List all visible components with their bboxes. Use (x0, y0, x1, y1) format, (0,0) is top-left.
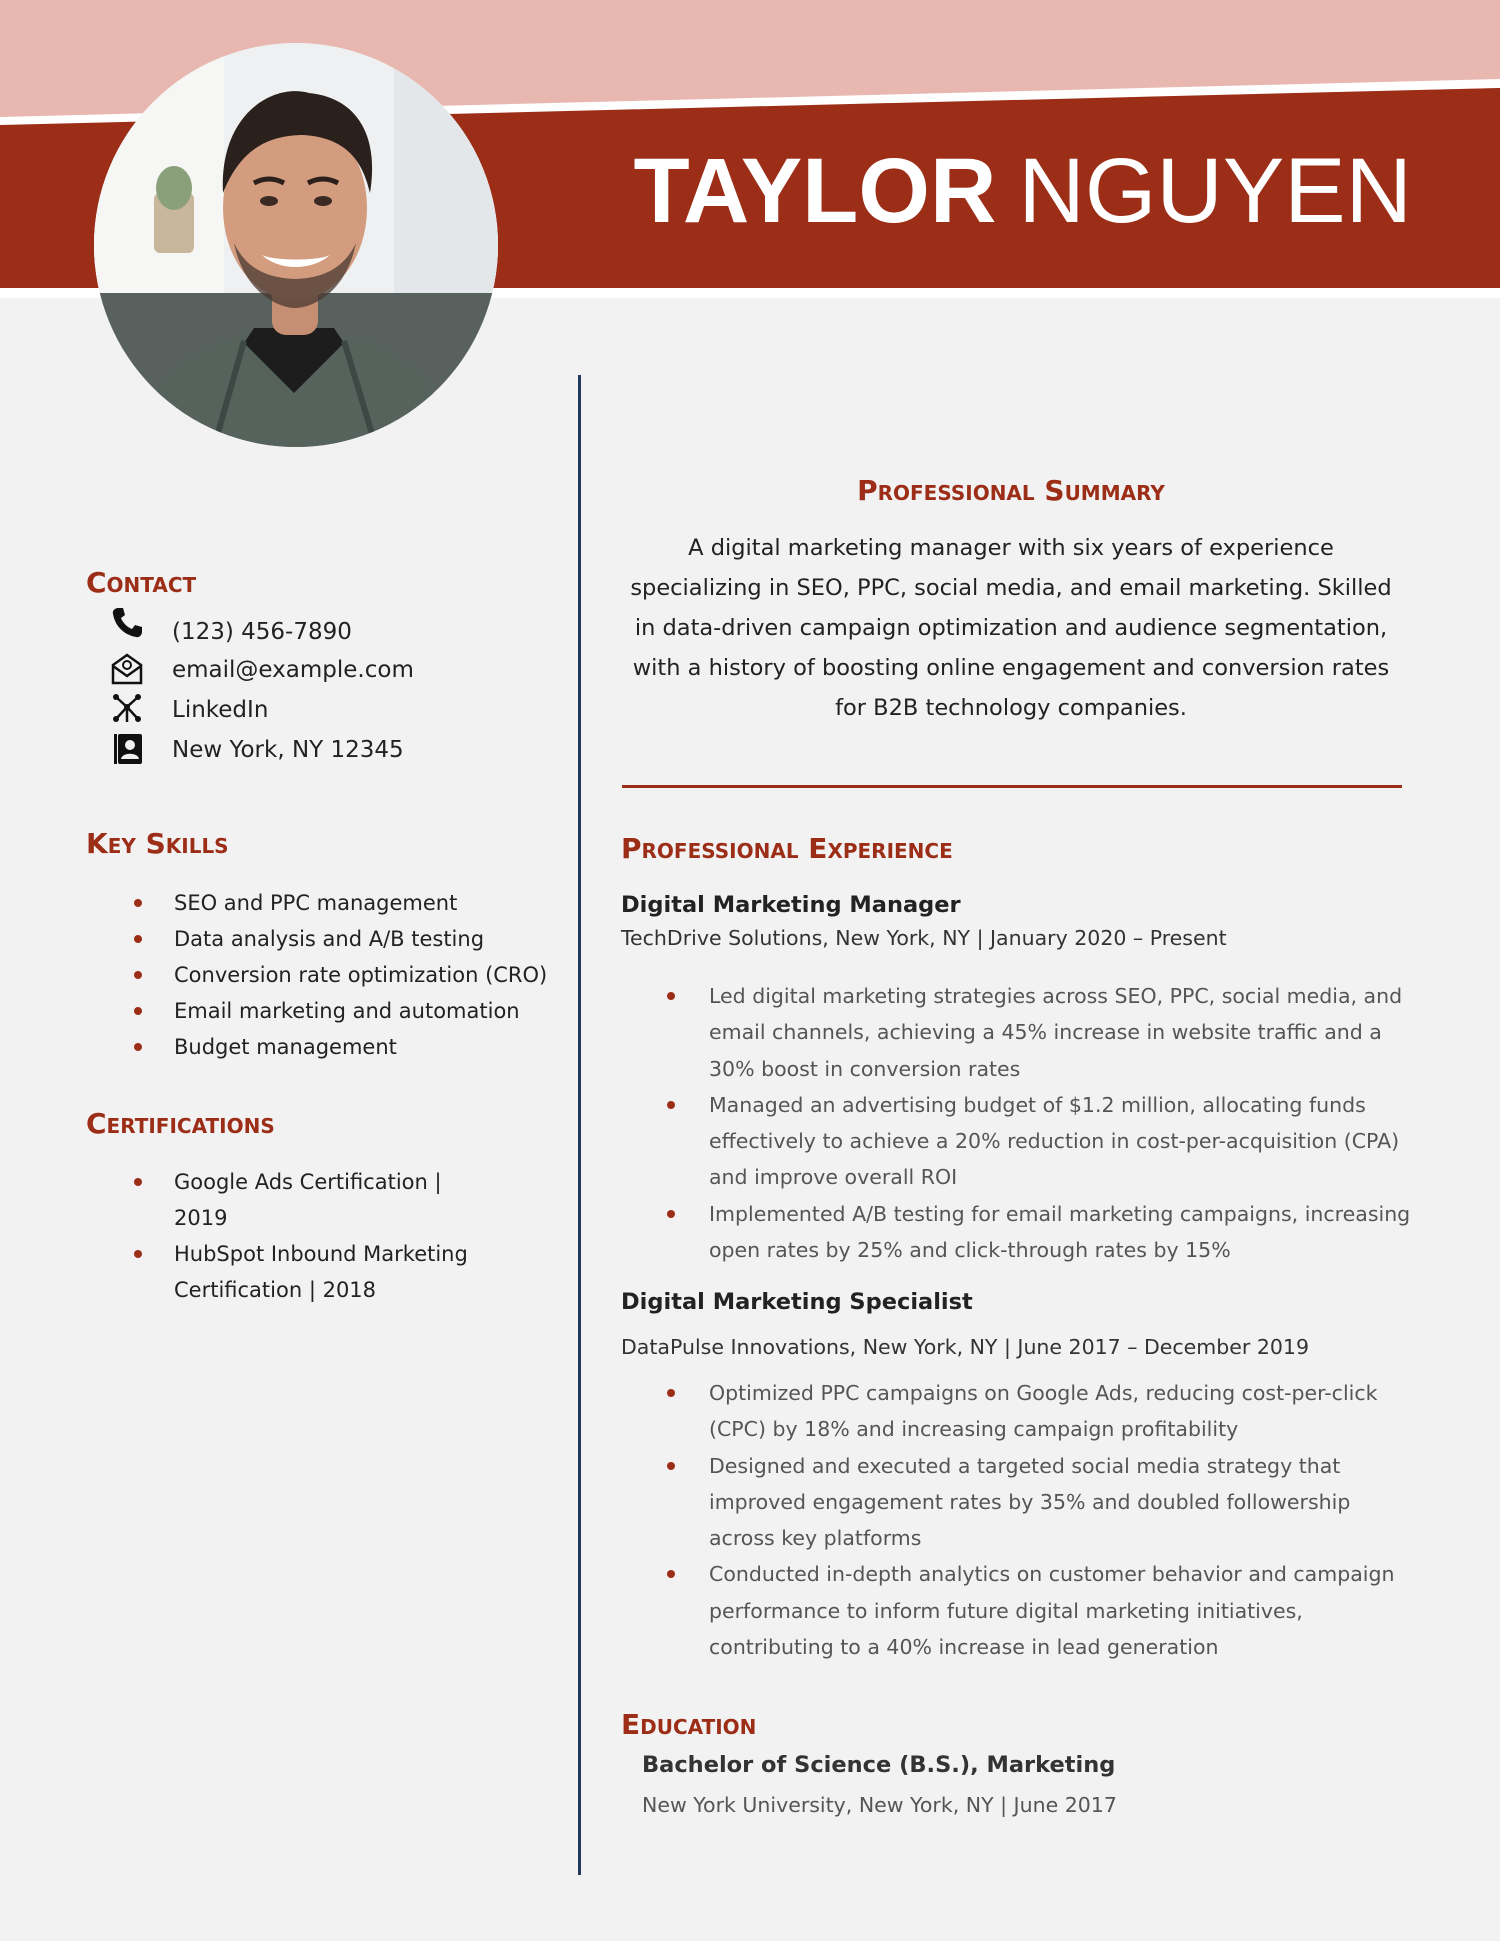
address-book-icon (110, 732, 144, 766)
education-heading: Education (621, 1708, 757, 1741)
list-item: Designed and executed a targeted social media strategy that improved engagement rates by 35% and doubled followership across key platforms (621, 1448, 1411, 1557)
contact-linkedin (86, 692, 556, 732)
list-item: Budget management (86, 1029, 556, 1065)
summary-heading: Professional Summary (857, 474, 1165, 507)
list-item: Conversion rate optimization (CRO) (86, 957, 556, 993)
job-meta: DataPulse Innovations, New York, NY | June 2017 – December 2019 (621, 1335, 1310, 1359)
contact-location-text: New York, NY 12345 (172, 737, 404, 763)
job-title: Digital Marketing Specialist (621, 1289, 973, 1315)
list-item: Managed an advertising budget of $1.2 million, allocating funds effectively to achieve a 20% reduction in cost-per-acquisition (CPA) and improve overall ROI (621, 1087, 1411, 1196)
contact-heading: Contact (86, 566, 197, 599)
contact-email (86, 652, 556, 692)
section-divider (622, 785, 1402, 788)
job-meta: TechDrive Solutions, New York, NY | January 2020 – Present (621, 926, 1227, 950)
profile-photo (94, 43, 498, 447)
list-item: Optimized PPC campaigns on Google Ads, reducing cost-per-click (CPC) by 18% and increasing campaign profitability (621, 1375, 1411, 1448)
contact-location (86, 732, 556, 772)
phone-icon (110, 606, 144, 640)
education-degree: Bachelor of Science (B.S.), Marketing (642, 1752, 1116, 1778)
certifications-heading: Certifications (86, 1107, 275, 1140)
column-divider (578, 375, 581, 1875)
contact-email-text: email@example.com (172, 657, 414, 683)
skills-heading: Key Skills (86, 827, 229, 860)
certifications-list (86, 1164, 486, 1308)
experience-heading: Professional Experience (621, 832, 953, 865)
email-icon (110, 652, 144, 686)
list-item: HubSpot Inbound Marketing Certification | 2018 (86, 1236, 486, 1308)
summary-text: A digital marketing manager with six years of experience specializing in SEO, PPC, social media, and email marketing. Skilled in data-driven campaign optimization and audience segmentation, with a history of boosting online engagement and conversion rates for B2B technology companies. (630, 535, 1392, 721)
job-title: Digital Marketing Manager (621, 892, 961, 918)
profile-photo-illustration (94, 43, 498, 447)
contact-phone (86, 606, 556, 646)
skills-list (86, 885, 556, 1065)
contact-linkedin-text: LinkedIn (172, 697, 269, 723)
network-icon (110, 692, 144, 726)
list-item: Data analysis and A/B testing (86, 921, 556, 957)
list-item: Led digital marketing strategies across SEO, PPC, social media, and email channels, achieving a 45% increase in website traffic and a 30% boost in conversion rates (621, 978, 1411, 1087)
first-name: TAYLOR (633, 140, 997, 242)
list-item: Google Ads Certification | 2019 (86, 1164, 486, 1236)
list-item: Email marketing and automation (86, 993, 556, 1029)
job-bullets (621, 1375, 1411, 1665)
last-name: NGUYEN (1018, 140, 1412, 242)
contact-phone-text: (123) 456-7890 (172, 619, 352, 645)
list-item: Implemented A/B testing for email marketing campaigns, increasing open rates by 25% and click-through rates by 15% (621, 1196, 1411, 1269)
list-item: Conducted in-depth analytics on customer behavior and campaign performance to inform future digital marketing initiatives, contributing to a 40% increase in lead generation (621, 1556, 1411, 1665)
candidate-name (633, 140, 1412, 242)
education-meta: New York University, New York, NY | June 2017 (642, 1793, 1117, 1817)
list-item: SEO and PPC management (86, 885, 556, 921)
job-bullets (621, 978, 1411, 1268)
